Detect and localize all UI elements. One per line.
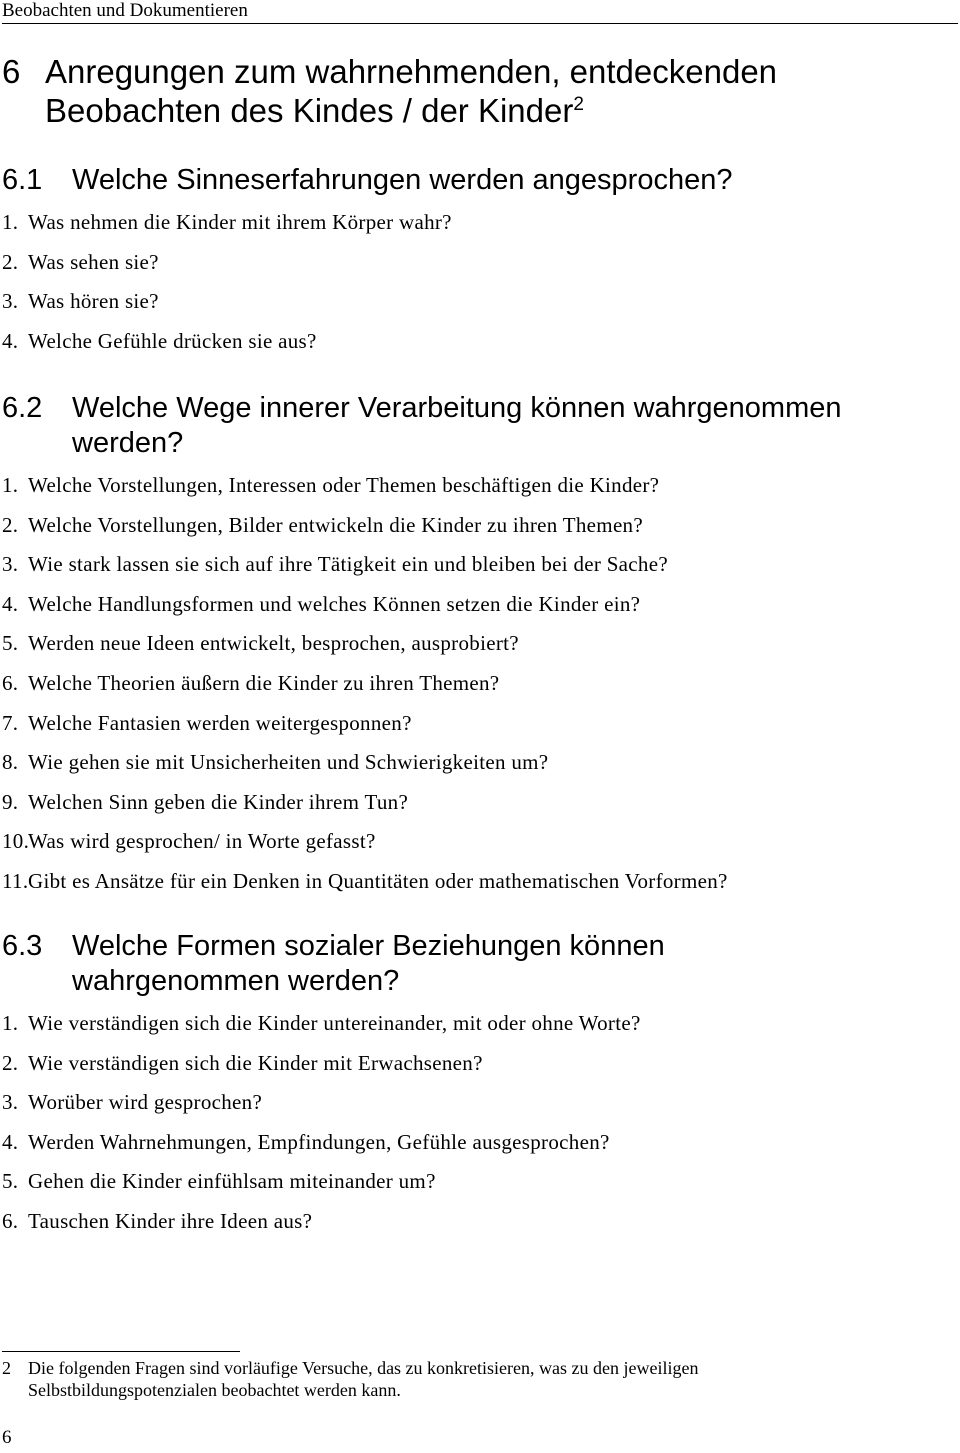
list-item-text: Wie gehen sie mit Unsicherheiten und Schwierigkeiten um? bbox=[28, 750, 549, 775]
list-item-text: Wie verständigen sich die Kinder mit Erwachsenen? bbox=[28, 1050, 483, 1075]
page-number: 6 bbox=[2, 1427, 12, 1448]
list-item-text: Werden neue Ideen entwickelt, besprochen, ausprobiert? bbox=[28, 631, 519, 656]
section-heading-6-1 bbox=[2, 163, 732, 198]
section-number: 6.1 bbox=[2, 164, 43, 196]
running-header: Beobachten und Dokumentieren bbox=[2, 0, 958, 24]
list-item-number: 3. bbox=[2, 1090, 19, 1115]
list-item-number: 4. bbox=[2, 328, 19, 353]
list-item bbox=[2, 545, 728, 585]
list-item-number: 3. bbox=[2, 289, 19, 314]
list-item-number: 5. bbox=[2, 1169, 19, 1194]
list-item-number: 2. bbox=[2, 1050, 19, 1075]
list-item-text: Gehen die Kinder einfühlsam miteinander um? bbox=[28, 1169, 436, 1194]
list-item bbox=[2, 822, 728, 862]
list-item-number: 2. bbox=[2, 512, 19, 537]
list-item-number: 2. bbox=[2, 249, 19, 274]
list-item bbox=[2, 1202, 641, 1242]
section-title: Welche Wege innerer Verarbeitung können wahrgenommen bbox=[72, 392, 842, 424]
section-title: Welche Sinneserfahrungen werden angesprochen? bbox=[72, 164, 733, 196]
section-title-line2: werden? bbox=[72, 427, 184, 459]
chapter-heading-line1 bbox=[2, 52, 777, 91]
list-item-number: 8. bbox=[2, 750, 19, 775]
list-item-text: Wie stark lassen sie sich auf ihre Tätigkeit ein und bleiben bei der Sache? bbox=[28, 552, 668, 577]
list-item-text: Was hören sie? bbox=[28, 289, 159, 314]
chapter-title-line2: Beobachten des Kindes / der Kinder bbox=[45, 92, 574, 129]
list-item-text: Was nehmen die Kinder mit ihrem Körper wahr? bbox=[28, 210, 452, 234]
list-item bbox=[2, 743, 728, 783]
list-item-text: Welche Theorien äußern die Kinder zu ihren Themen? bbox=[28, 670, 500, 695]
section-heading-6-3 bbox=[2, 929, 665, 999]
list-item-text: Was sehen sie? bbox=[28, 249, 159, 274]
section-number: 6.3 bbox=[2, 930, 43, 962]
footnote bbox=[2, 1357, 902, 1401]
footnote-text-line1: Die folgenden Fragen sind vorläufige Versuche, das zu konkretisieren, was zu den jeweiligen bbox=[28, 1358, 699, 1378]
list-item-number: 1. bbox=[2, 473, 19, 497]
list-item-text: Wie verständigen sich die Kinder untereinander, mit oder ohne Worte? bbox=[28, 1011, 641, 1035]
list-item-number: 3. bbox=[2, 552, 19, 577]
section-heading-6-2 bbox=[2, 391, 842, 461]
section-title-line2: wahrgenommen werden? bbox=[72, 965, 400, 997]
list-item-number: 5. bbox=[2, 631, 19, 656]
list-item bbox=[2, 704, 728, 744]
list-item-text: Welche Vorstellungen, Bilder entwickeln die Kinder zu ihren Themen? bbox=[28, 512, 643, 537]
footnote-text-line2: Selbstbildungspotenzialen beobachtet werden kann. bbox=[28, 1380, 401, 1400]
list-item bbox=[2, 203, 452, 243]
section-title: Welche Formen sozialer Beziehungen können bbox=[72, 930, 665, 962]
list-item-text: Welchen Sinn geben die Kinder ihrem Tun? bbox=[28, 789, 409, 814]
question-list-6-2 bbox=[2, 466, 728, 902]
list-item bbox=[2, 322, 452, 362]
list-item-text: Worüber wird gesprochen? bbox=[28, 1090, 263, 1115]
list-item bbox=[2, 783, 728, 823]
list-item bbox=[2, 585, 728, 625]
list-item bbox=[2, 282, 452, 322]
question-list-6-1 bbox=[2, 203, 452, 361]
list-item-number: 9. bbox=[2, 789, 19, 814]
list-item bbox=[2, 243, 452, 283]
list-item bbox=[2, 1044, 641, 1084]
list-item-number: 6. bbox=[2, 670, 19, 695]
list-item-text: Welche Fantasien werden weitergesponnen? bbox=[28, 710, 412, 735]
footnote-reference[interactable]: 2 bbox=[573, 94, 584, 115]
list-item-number: 11. bbox=[2, 868, 29, 893]
section-number: 6.2 bbox=[2, 392, 43, 424]
chapter-heading bbox=[2, 52, 777, 130]
list-item-text: Gibt es Ansätze für ein Denken in Quantitäten oder mathematischen Vorformen? bbox=[28, 868, 728, 893]
list-item-number: 4. bbox=[2, 591, 19, 616]
list-item-number: 4. bbox=[2, 1129, 19, 1154]
list-item-number: 7. bbox=[2, 710, 19, 735]
list-item bbox=[2, 1004, 641, 1044]
list-item-text: Werden Wahrnehmungen, Empfindungen, Gefühle ausgesprochen? bbox=[28, 1129, 610, 1154]
list-item bbox=[2, 1083, 641, 1123]
list-item bbox=[2, 1123, 641, 1163]
list-item-number: 1. bbox=[2, 1011, 19, 1035]
list-item-text: Tauschen Kinder ihre Ideen aus? bbox=[28, 1208, 313, 1233]
list-item-text: Welche Vorstellungen, Interessen oder Themen beschäftigen die Kinder? bbox=[28, 473, 660, 497]
list-item bbox=[2, 466, 728, 506]
footnote-text bbox=[28, 1357, 902, 1401]
list-item-number: 10. bbox=[2, 829, 30, 854]
list-item-text: Welche Handlungsformen und welches Können setzen die Kinder ein? bbox=[28, 591, 641, 616]
list-item bbox=[2, 664, 728, 704]
chapter-number: 6 bbox=[2, 53, 21, 90]
list-item-text: Was wird gesprochen/ in Worte gefasst? bbox=[28, 829, 376, 854]
chapter-title-line1: Anregungen zum wahrnehmenden, entdeckenden bbox=[45, 53, 778, 90]
list-item-number: 6. bbox=[2, 1208, 19, 1233]
list-item bbox=[2, 1162, 641, 1202]
footnote-divider bbox=[2, 1351, 240, 1352]
list-item-text: Welche Gefühle drücken sie aus? bbox=[28, 328, 317, 353]
footnote-number: 2 bbox=[2, 1358, 11, 1378]
list-item bbox=[2, 862, 728, 902]
list-item bbox=[2, 506, 728, 546]
question-list-6-3 bbox=[2, 1004, 641, 1242]
list-item-number: 1. bbox=[2, 210, 19, 234]
list-item bbox=[2, 624, 728, 664]
chapter-heading-line2 bbox=[2, 91, 777, 130]
